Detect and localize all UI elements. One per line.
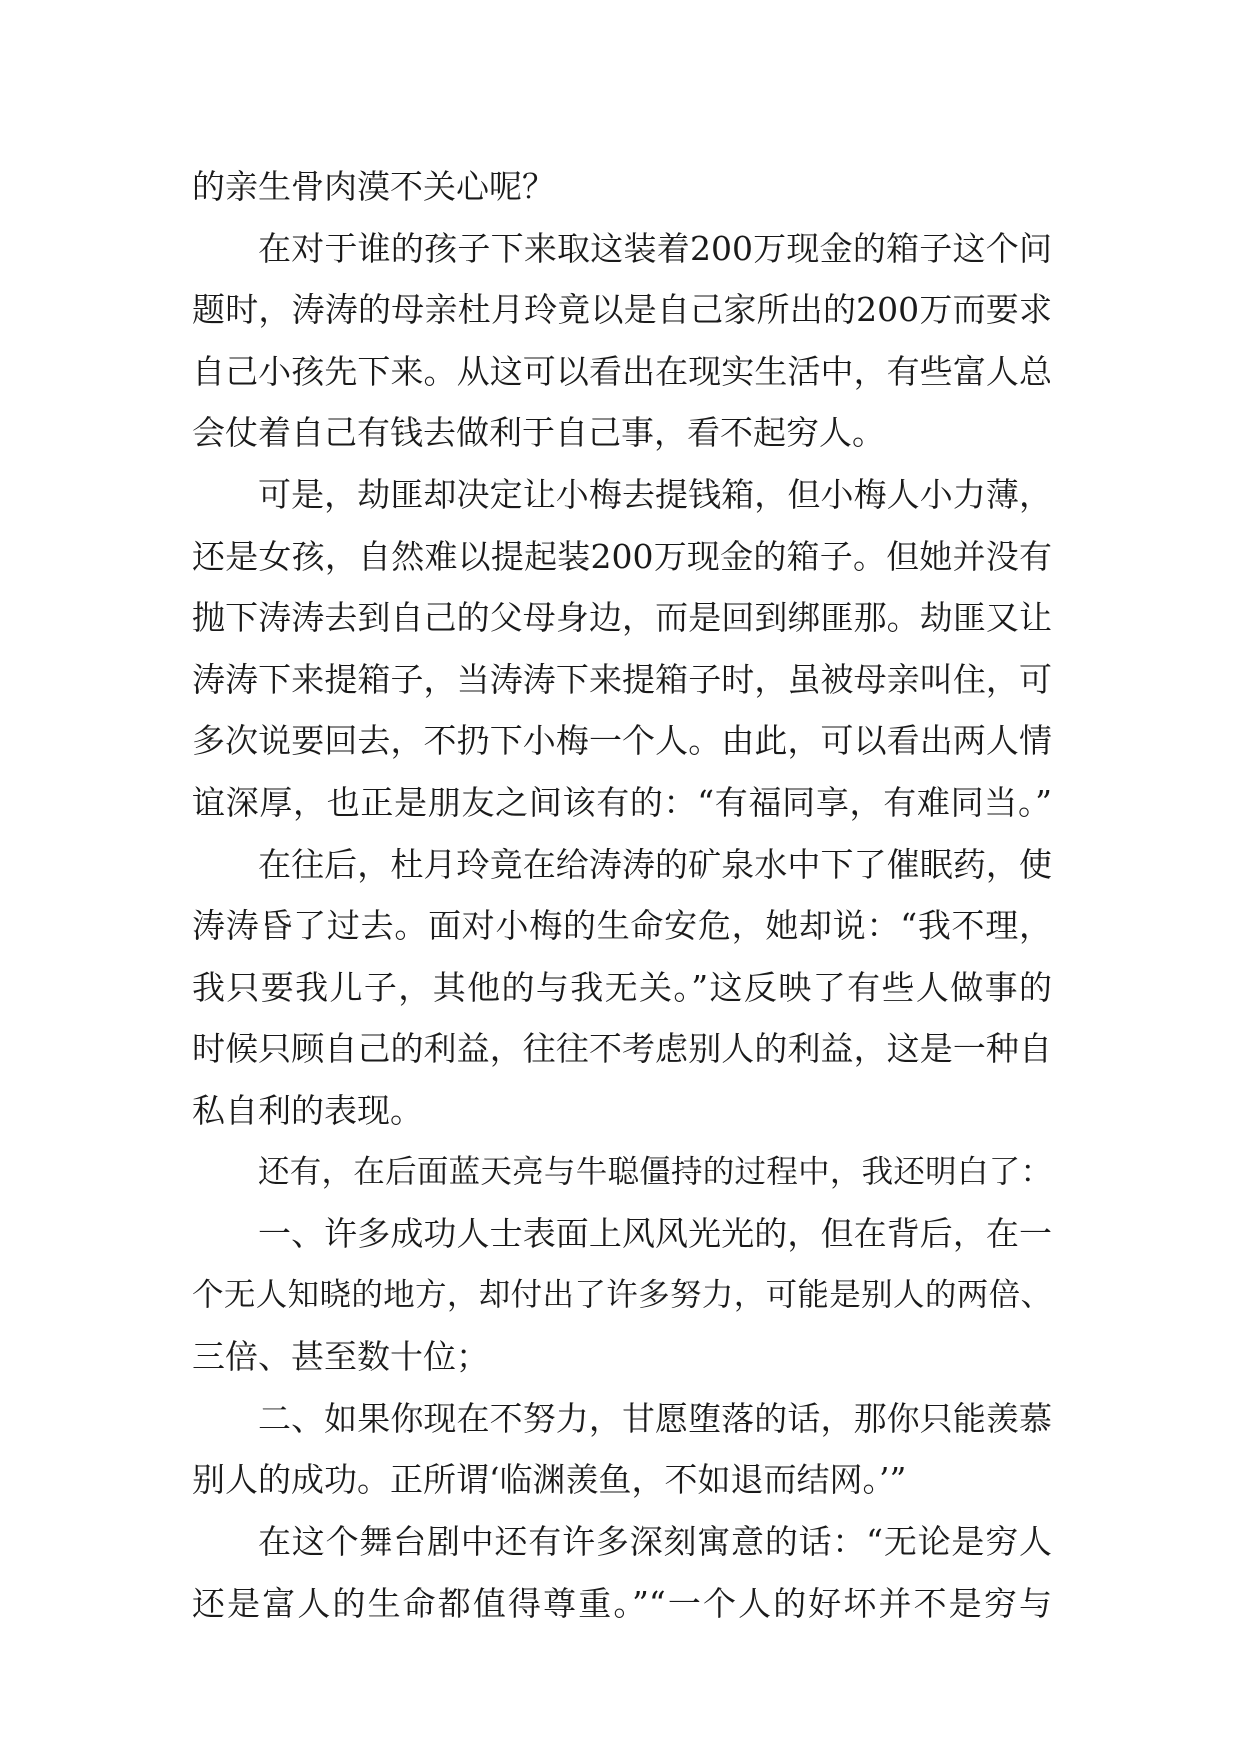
text-line: 时候只顾自己的利益，往往不考虑别人的利益，这是一种自 xyxy=(192,1029,1052,1069)
text-line: 可是，劫匪却决定让小梅去提钱箱，但小梅人小力薄， xyxy=(258,474,1052,514)
text-line: 个无人知晓的地方，却付出了许多努力，可能是别人的两倍、 xyxy=(192,1276,1052,1313)
text-line: 私自利的表现。 xyxy=(192,1090,423,1130)
text-line: 自己小孩先下来。从这可以看出在现实生活中，有些富人总 xyxy=(192,351,1052,391)
text-line: 会仗着自己有钱去做利于自己事，看不起穷人。 xyxy=(192,413,885,453)
text-line: 二、如果你现在不努力，甘愿堕落的话，那你只能羡慕 xyxy=(258,1398,1052,1438)
document-text-body xyxy=(192,156,1052,1634)
text-line: 我只要我儿子，其他的与我无关。”这反映了有些人做事的 xyxy=(192,967,1052,1007)
text-line: 谊深厚，也正是朋友之间该有的：“有福同享，有难同当。” xyxy=(192,782,1052,822)
text-line: 还有，在后面蓝天亮与牛聪僵持的过程中，我还明白了： xyxy=(258,1153,1052,1190)
text-line: 涛涛下来提箱子，当涛涛下来提箱子时，虽被母亲叫住，可 xyxy=(192,659,1052,699)
text-line: 涛涛昏了过去。面对小梅的生命安危，她却说：“我不理， xyxy=(192,906,1052,946)
text-line: 三倍、甚至数十位； xyxy=(192,1337,489,1377)
text-line: 在这个舞台剧中还有许多深刻寓意的话：“无论是穷人 xyxy=(258,1522,1052,1562)
text-line: 别人的成功。正所谓‘临渊羡鱼，不如退而结网。’” xyxy=(192,1460,907,1500)
text-line: 题时，涛涛的母亲杜月玲竟以是自己家所出的200万而要求 xyxy=(192,290,1052,330)
text-line: 的亲生骨肉漠不关心呢？ xyxy=(192,167,555,206)
text-line: 在往后，杜月玲竟在给涛涛的矿泉水中下了催眠药，使 xyxy=(258,844,1052,884)
text-line: 在对于谁的孩子下来取这装着200万现金的箱子这个问 xyxy=(258,228,1052,268)
text-line: 还是女孩，自然难以提起装200万现金的箱子。但她并没有 xyxy=(192,536,1052,576)
text-line: 多次说要回去，不扔下小梅一个人。由此，可以看出两人情 xyxy=(192,721,1052,761)
text-line: 抛下涛涛去到自己的父母身边，而是回到绑匪那。劫匪又让 xyxy=(192,598,1052,638)
text-line: 还是富人的生命都值得尊重。”“一个人的好坏并不是穷与 xyxy=(192,1583,1052,1623)
text-line: 一、许多成功人士表面上风风光光的，但在背后，在一 xyxy=(258,1214,1052,1254)
